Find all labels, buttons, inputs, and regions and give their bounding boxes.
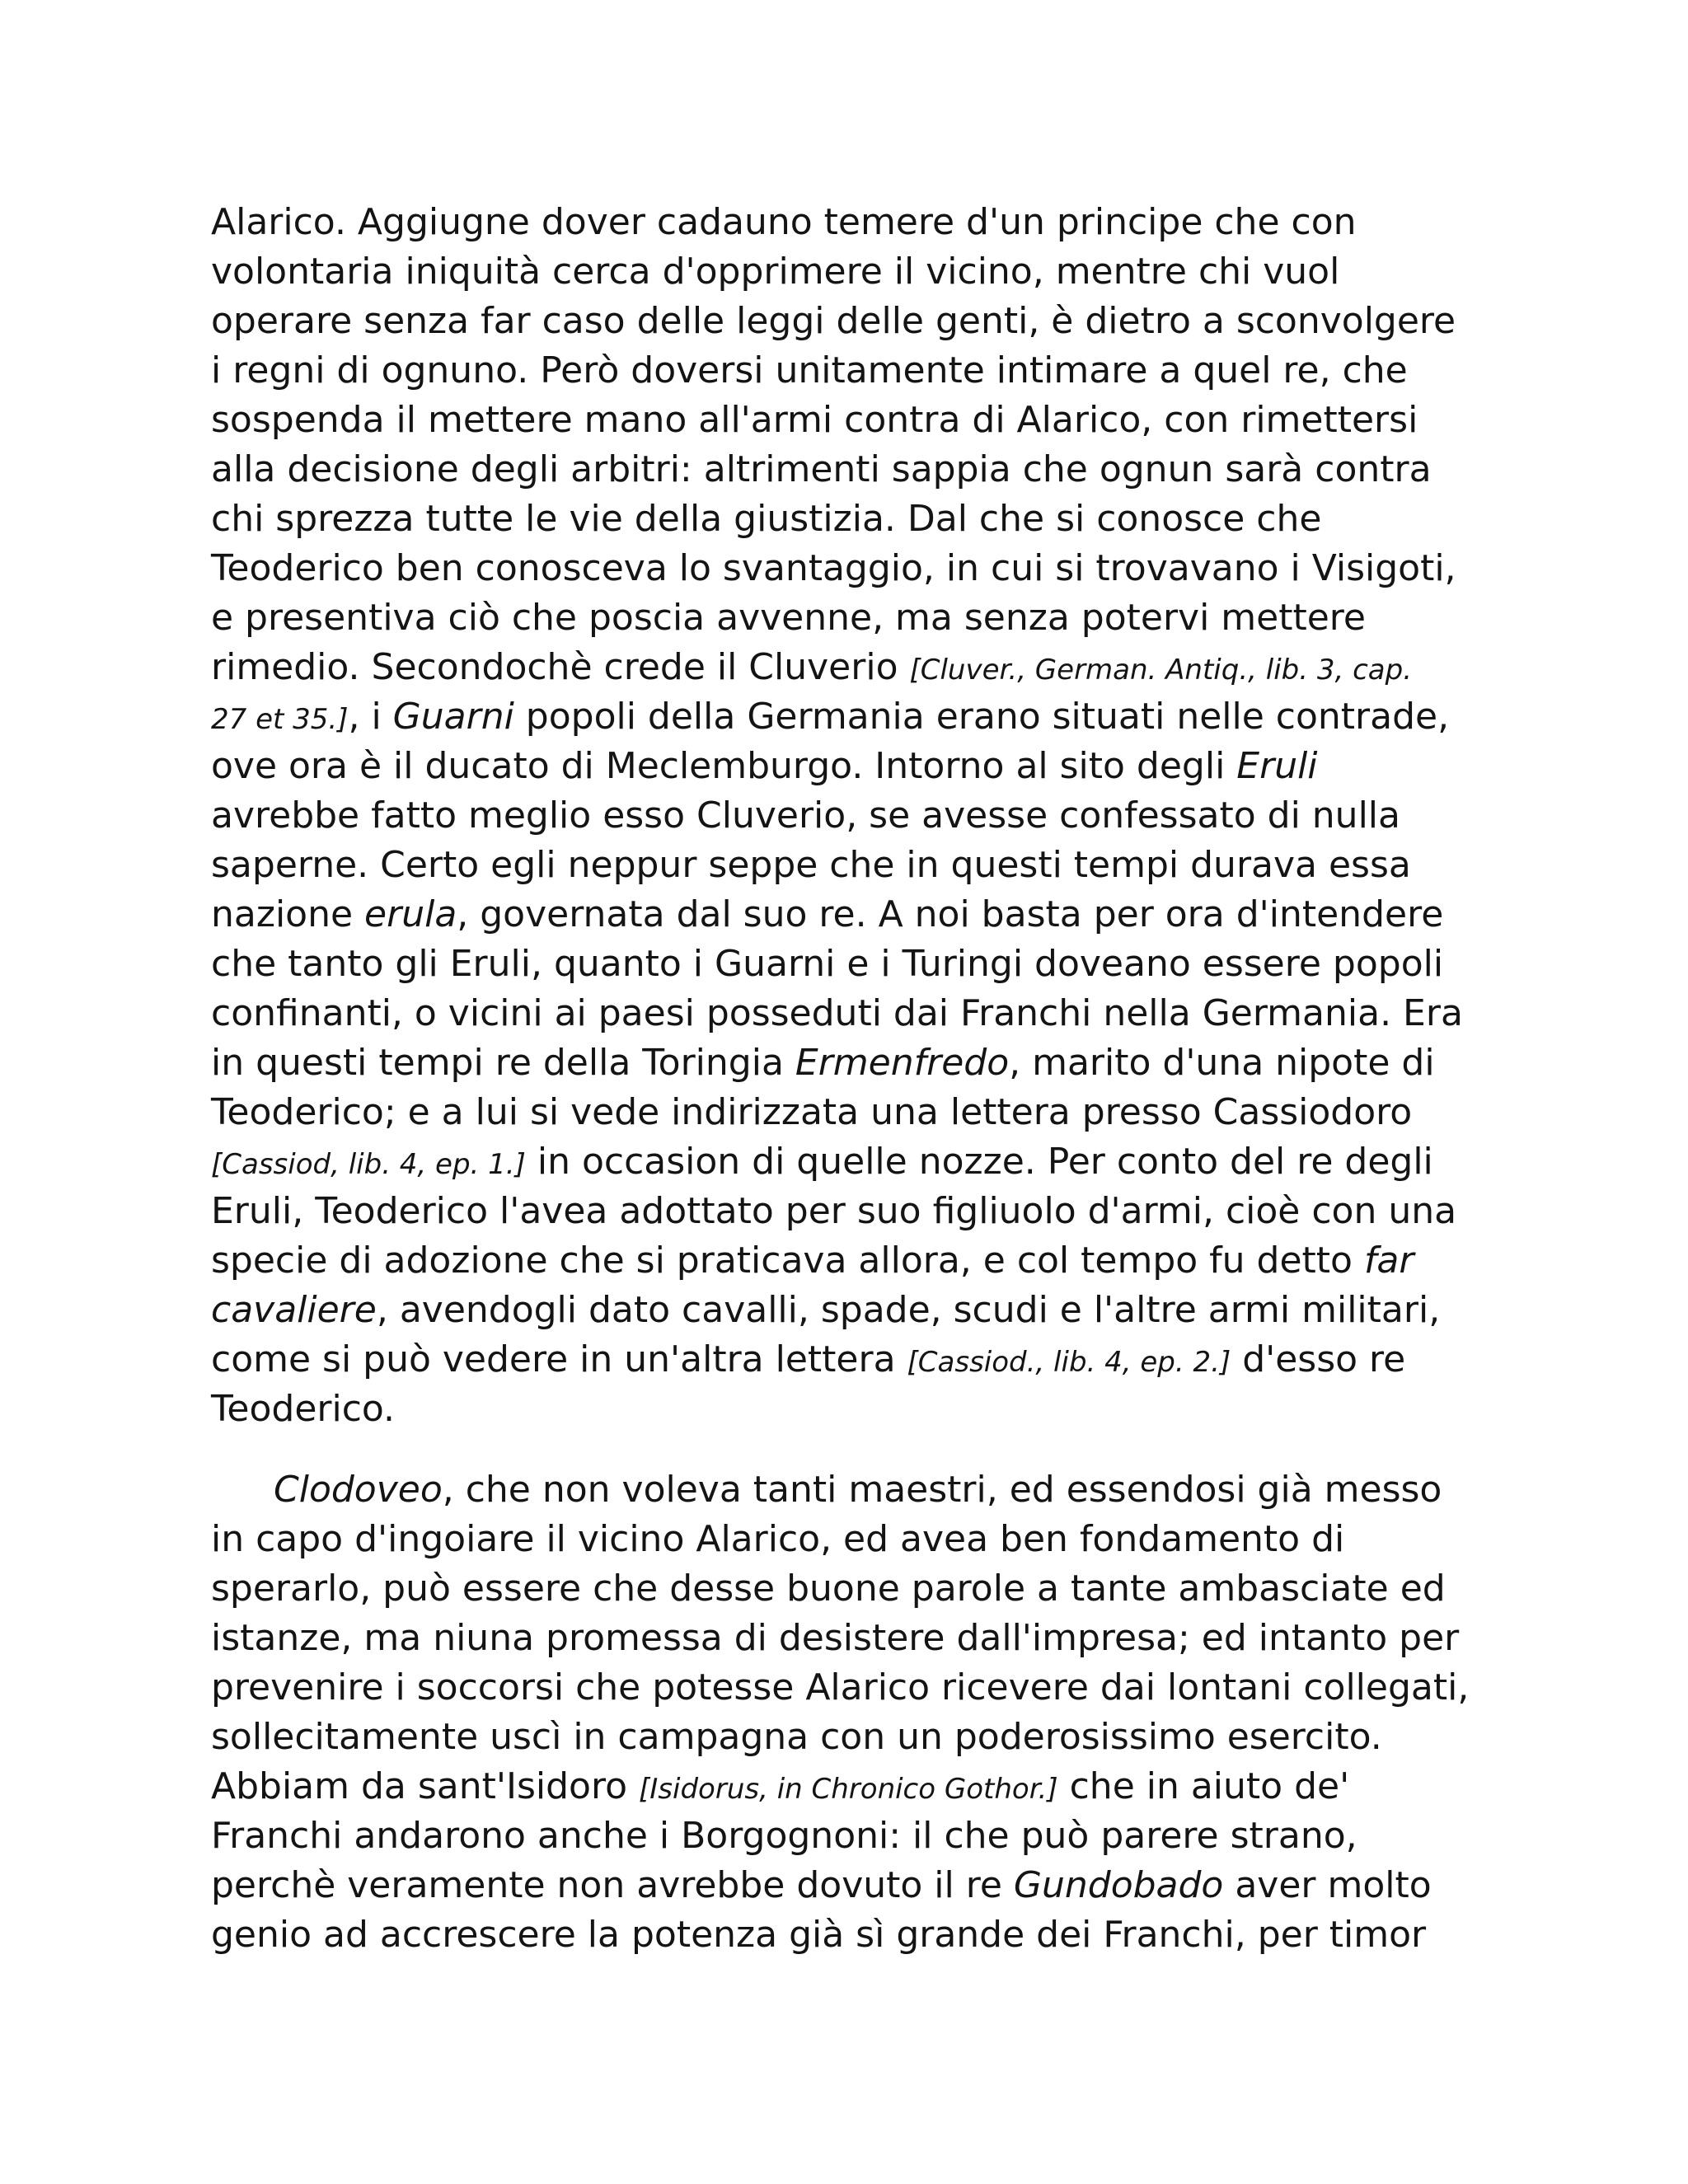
text-line: Abbiam da sant'Isidoro [Isidorus, in Chronico Gothor.] che in aiuto de'	[211, 1765, 1350, 1807]
text-line: sospenda il mettere mano all'armi contra di Alarico, con rimettersi	[211, 399, 1418, 441]
emphasis-name: Eruli	[1236, 745, 1318, 787]
text-line: confinanti, o vicini ai paesi posseduti dai Franchi nella Germania. Era	[211, 992, 1463, 1034]
text-line: Eruli, Teoderico l'avea adottato per suo figliuolo d'armi, cioè con una	[211, 1190, 1457, 1232]
text-line: Teoderico.	[211, 1388, 396, 1430]
emphasis-term: cavaliere	[211, 1289, 377, 1331]
text-line: i regni di ognuno. Però doversi unitamente intimare a quel re, che	[211, 349, 1408, 391]
citation: [Cluver., German. Antiq., lib. 3, cap.	[909, 654, 1413, 687]
text-line: 27 et 35.], i Guarni popoli della Germania erano situati nelle contrade,	[211, 696, 1450, 738]
text-line: perchè veramente non avrebbe dovuto il re Gundobado aver molto	[211, 1864, 1432, 1906]
citation: [Cassiod., lib. 4, ep. 2.]	[907, 1346, 1231, 1379]
paragraph-2	[211, 1465, 1497, 1960]
text-line: Teoderico ben conosceva lo svantaggio, in cui si trovavano i Visigoti,	[211, 547, 1456, 589]
text-line: Franchi andarono anche i Borgognoni: il che può parere strano,	[211, 1815, 1357, 1857]
emphasis-name: erula	[364, 893, 457, 935]
text-line: volontaria iniquità cerca d'opprimere il vicino, mentre chi vuol	[211, 251, 1340, 293]
text-line: sperarlo, può essere che desse buone parole a tante ambasciate ed	[211, 1568, 1446, 1610]
citation: [Cassiod, lib. 4, ep. 1.]	[211, 1148, 526, 1181]
emphasis-name: Guarni	[392, 696, 514, 738]
text-line: prevenire i soccorsi che potesse Alarico ricevere dai lontani collegati,	[211, 1666, 1470, 1708]
text-line: istanze, ma niuna promessa di desistere dall'impresa; ed intanto per	[211, 1617, 1460, 1659]
document-page	[211, 198, 1497, 1960]
emphasis-name: Ermenfredo	[795, 1042, 1010, 1084]
text-line: e presentiva ciò che poscia avvenne, ma senza potervi mettere	[211, 597, 1366, 639]
text-line: sollecitamente uscì in campagna con un poderosissimo esercito.	[211, 1716, 1382, 1758]
text-line: Alarico. Aggiugne dover cadauno temere d'un principe che con	[211, 201, 1357, 243]
text-line: che tanto gli Eruli, quanto i Guarni e i Turingi doveano essere popoli	[211, 943, 1444, 985]
text-line: ove ora è il ducato di Meclemburgo. Intorno al sito degli Eruli	[211, 745, 1318, 787]
paragraph-1	[211, 198, 1497, 1434]
text-line: alla decisione degli arbitri: altrimenti sappia che ognun sarà contra	[211, 448, 1432, 490]
text-line: Teoderico; e a lui si vede indirizzata una lettera presso Cassiodoro	[211, 1091, 1413, 1133]
text-line: genio ad accrescere la potenza già sì grande dei Franchi, per timor	[211, 1914, 1427, 1956]
emphasis-name: Gundobado	[1013, 1864, 1224, 1906]
citation: [Isidorus, in Chronico Gothor.]	[639, 1773, 1058, 1806]
text-line: in capo d'ingoiare il vicino Alarico, ed avea ben fondamento di	[211, 1518, 1345, 1560]
text-line: [Cassiod, lib. 4, ep. 1.] in occasion di quelle nozze. Per conto del re degli	[211, 1141, 1433, 1183]
text-line: in questi tempi re della Toringia Ermenfredo, marito d'una nipote di	[211, 1042, 1435, 1084]
text-line: avrebbe fatto meglio esso Cluverio, se avesse confessato di nulla	[211, 794, 1400, 837]
text-line: Clodoveo, che non voleva tanti maestri, ed essendosi già messo	[274, 1469, 1442, 1511]
text-line: specie di adozione che si praticava allora, e col tempo fu detto far	[211, 1240, 1414, 1282]
text-line: come si può vedere in un'altra lettera [Cassiod., lib. 4, ep. 2.] d'esso re	[211, 1338, 1406, 1380]
text-line: saperne. Certo egli neppur seppe che in questi tempi durava essa	[211, 844, 1411, 886]
emphasis-name: Clodoveo	[274, 1469, 443, 1511]
text-line: operare senza far caso delle leggi delle genti, è dietro a sconvolgere	[211, 300, 1456, 342]
emphasis-term: far	[1363, 1240, 1414, 1282]
text-line: nazione erula, governata dal suo re. A noi basta per ora d'intendere	[211, 893, 1444, 935]
text-line: chi sprezza tutte le vie della giustizia. Dal che si conosce che	[211, 498, 1322, 540]
text-line: cavaliere, avendogli dato cavalli, spade, scudi e l'altre armi militari,	[211, 1289, 1441, 1331]
citation: 27 et 35.]	[211, 703, 349, 736]
text-line: rimedio. Secondochè crede il Cluverio [Cluver., German. Antiq., lib. 3, cap.	[211, 646, 1413, 688]
